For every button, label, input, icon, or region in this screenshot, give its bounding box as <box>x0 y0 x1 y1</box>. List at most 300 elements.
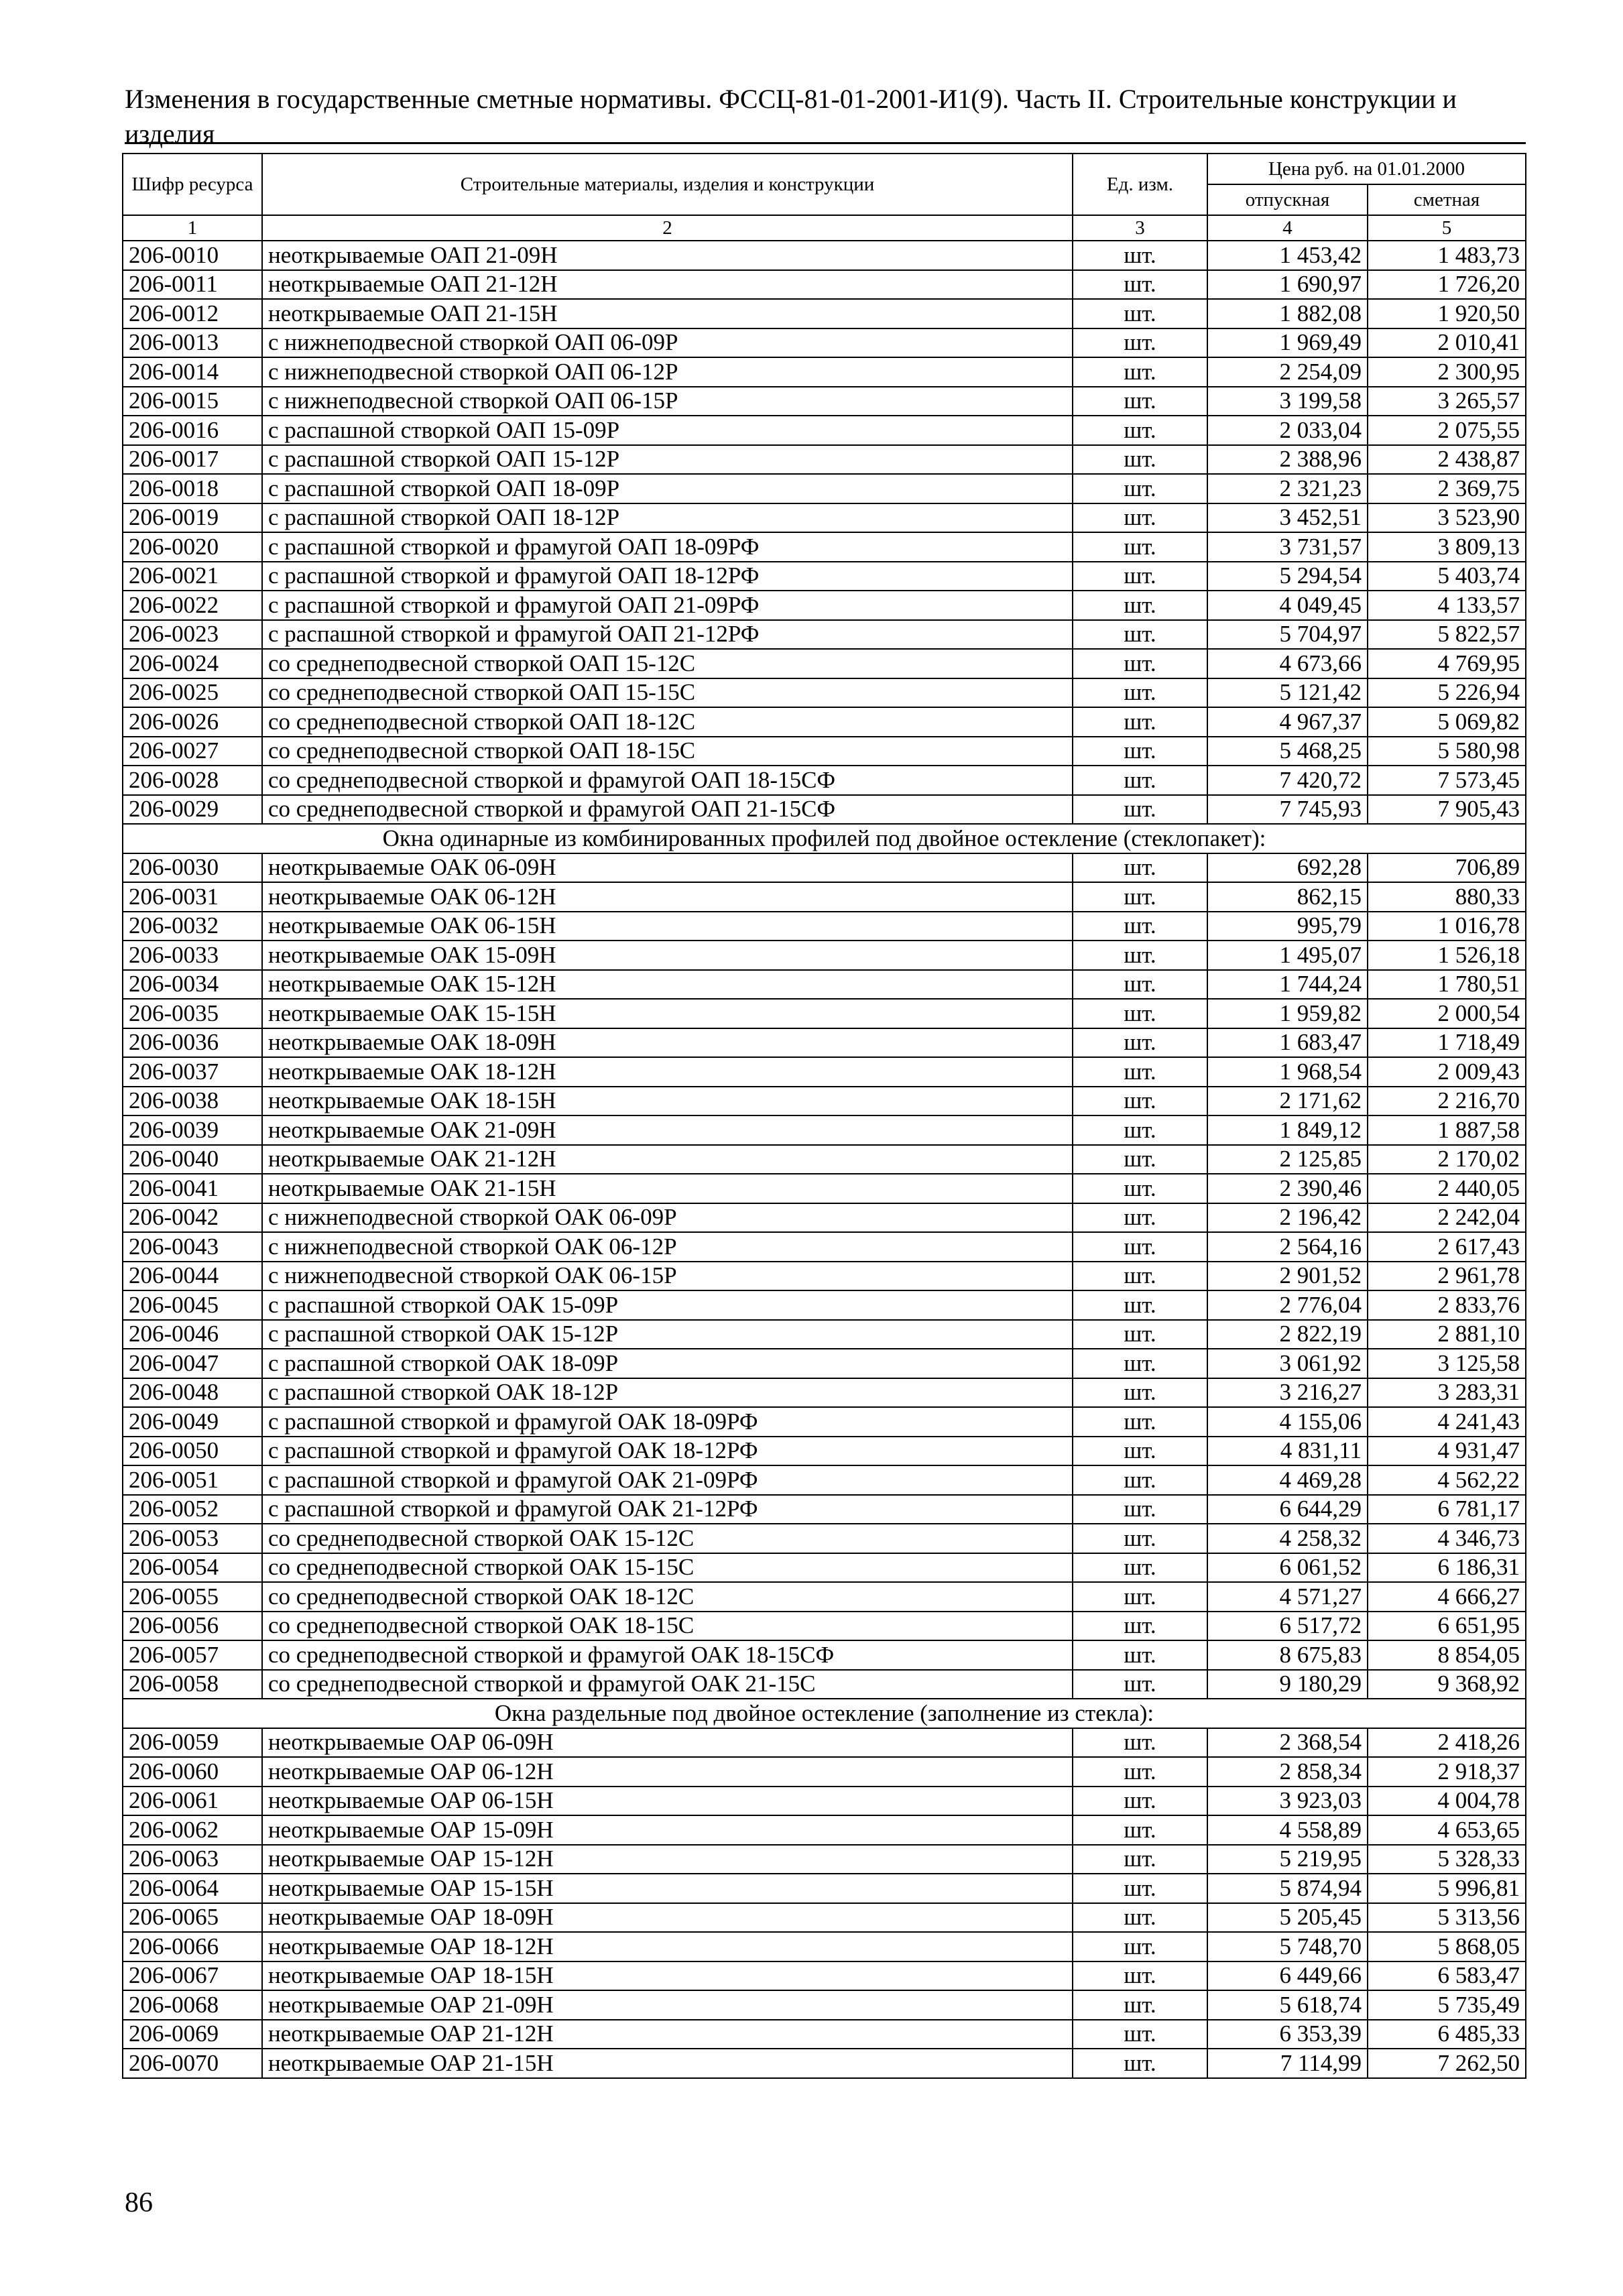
estimate-price: 2 009,43 <box>1368 1057 1526 1087</box>
release-price: 1 453,42 <box>1207 241 1368 270</box>
unit: шт. <box>1073 1932 1207 1961</box>
release-price: 4 831,11 <box>1207 1437 1368 1466</box>
table-row <box>123 591 1526 620</box>
release-price: 1 683,47 <box>1207 1028 1368 1058</box>
release-price: 1 882,08 <box>1207 299 1368 328</box>
table-row <box>123 707 1526 737</box>
release-price: 2 368,54 <box>1207 1728 1368 1758</box>
estimate-price: 2 300,95 <box>1368 357 1526 387</box>
unit: шт. <box>1073 474 1207 503</box>
unit: шт. <box>1073 591 1207 620</box>
column-number: 4 <box>1207 215 1368 241</box>
table-row <box>123 299 1526 328</box>
resource-code: 206-0067 <box>123 1961 262 1991</box>
table-row <box>123 1262 1526 1291</box>
table-row <box>123 1990 1526 2020</box>
unit: шт. <box>1073 678 1207 708</box>
unit: шт. <box>1073 1203 1207 1233</box>
unit: шт. <box>1073 1874 1207 1903</box>
estimate-price: 5 868,05 <box>1368 1932 1526 1961</box>
unit: шт. <box>1073 1495 1207 1524</box>
resource-code: 206-0049 <box>123 1407 262 1437</box>
estimate-price: 706,89 <box>1368 853 1526 883</box>
resource-code: 206-0024 <box>123 649 262 678</box>
header-price-group: Цена руб. на 01.01.2000 <box>1207 154 1526 184</box>
resource-code: 206-0055 <box>123 1582 262 1612</box>
unit: шт. <box>1073 2020 1207 2049</box>
resource-code: 206-0020 <box>123 532 262 562</box>
resource-code: 206-0019 <box>123 503 262 533</box>
material-name: со среднеподвесной створкой и фрамугой ОАП 18-15СФ <box>262 766 1073 795</box>
release-price: 2 125,85 <box>1207 1145 1368 1174</box>
estimate-price: 2 961,78 <box>1368 1262 1526 1291</box>
material-name: со среднеподвесной створкой ОАП 15-15С <box>262 678 1073 708</box>
table-row <box>123 241 1526 270</box>
table-row <box>123 766 1526 795</box>
release-price: 2 033,04 <box>1207 416 1368 445</box>
resource-code: 206-0054 <box>123 1553 262 1583</box>
release-price: 6 061,52 <box>1207 1553 1368 1583</box>
material-name: неоткрываемые ОАР 18-15Н <box>262 1961 1073 1991</box>
table-row <box>123 1437 1526 1466</box>
material-name: неоткрываемые ОАР 06-15Н <box>262 1787 1073 1816</box>
unit: шт. <box>1073 620 1207 650</box>
release-price: 7 114,99 <box>1207 2049 1368 2078</box>
release-price: 2 254,09 <box>1207 357 1368 387</box>
material-name: с распашной створкой ОАП 18-09Р <box>262 474 1073 503</box>
unit: шт. <box>1073 1845 1207 1874</box>
material-name: с нижнеподвесной створкой ОАК 06-09Р <box>262 1203 1073 1233</box>
estimate-price: 6 186,31 <box>1368 1553 1526 1583</box>
unit: шт. <box>1073 1815 1207 1845</box>
release-price: 3 731,57 <box>1207 532 1368 562</box>
release-price: 6 644,29 <box>1207 1495 1368 1524</box>
material-name: с нижнеподвесной створкой ОАП 06-09Р <box>262 328 1073 358</box>
table-row <box>123 1028 1526 1058</box>
table-row <box>123 1845 1526 1874</box>
unit: шт. <box>1073 941 1207 970</box>
unit: шт. <box>1073 1465 1207 1495</box>
estimate-price: 2 369,75 <box>1368 474 1526 503</box>
material-name: со среднеподвесной створкой ОАК 15-12С <box>262 1524 1073 1553</box>
table-row <box>123 941 1526 970</box>
release-price: 2 390,46 <box>1207 1174 1368 1203</box>
estimate-price: 2 242,04 <box>1368 1203 1526 1233</box>
resource-code: 206-0012 <box>123 299 262 328</box>
release-price: 2 776,04 <box>1207 1290 1368 1320</box>
resource-code: 206-0017 <box>123 445 262 475</box>
unit: шт. <box>1073 241 1207 270</box>
resource-code: 206-0036 <box>123 1028 262 1058</box>
title-rule <box>125 142 1526 144</box>
release-price: 3 452,51 <box>1207 503 1368 533</box>
release-price: 862,15 <box>1207 882 1368 912</box>
release-price: 1 969,49 <box>1207 328 1368 358</box>
release-price: 3 061,92 <box>1207 1349 1368 1378</box>
unit: шт. <box>1073 970 1207 1000</box>
unit: шт. <box>1073 795 1207 825</box>
release-price: 4 049,45 <box>1207 591 1368 620</box>
release-price: 1 959,82 <box>1207 999 1368 1028</box>
table-row <box>123 1203 1526 1233</box>
material-name: неоткрываемые ОАК 21-15Н <box>262 1174 1073 1203</box>
unit: шт. <box>1073 1640 1207 1670</box>
material-name: неоткрываемые ОАР 15-12Н <box>262 1845 1073 1874</box>
release-price: 1 690,97 <box>1207 270 1368 300</box>
unit: шт. <box>1073 328 1207 358</box>
table-row <box>123 737 1526 766</box>
estimate-price: 2 418,26 <box>1368 1728 1526 1758</box>
release-price: 3 923,03 <box>1207 1787 1368 1816</box>
unit: шт. <box>1073 562 1207 591</box>
material-name: с распашной створкой и фрамугой ОАП 21-09РФ <box>262 591 1073 620</box>
unit: шт. <box>1073 299 1207 328</box>
material-name: неоткрываемые ОАК 21-09Н <box>262 1115 1073 1145</box>
table-row <box>123 1582 1526 1612</box>
unit: шт. <box>1073 445 1207 475</box>
unit: шт. <box>1073 766 1207 795</box>
table-row <box>123 416 1526 445</box>
table-row <box>123 1640 1526 1670</box>
material-name: неоткрываемые ОАР 18-09Н <box>262 1903 1073 1933</box>
estimate-price: 2 918,37 <box>1368 1757 1526 1787</box>
resource-code: 206-0045 <box>123 1290 262 1320</box>
release-price: 8 675,83 <box>1207 1640 1368 1670</box>
resource-code: 206-0026 <box>123 707 262 737</box>
unit: шт. <box>1073 1290 1207 1320</box>
estimate-price: 2 010,41 <box>1368 328 1526 358</box>
estimate-price: 1 016,78 <box>1368 912 1526 941</box>
estimate-price: 1 718,49 <box>1368 1028 1526 1058</box>
release-price: 5 874,94 <box>1207 1874 1368 1903</box>
unit: шт. <box>1073 270 1207 300</box>
resource-code: 206-0057 <box>123 1640 262 1670</box>
unit: шт. <box>1073 707 1207 737</box>
header-unit: Ед. изм. <box>1073 154 1207 215</box>
estimate-price: 6 651,95 <box>1368 1612 1526 1641</box>
unit: шт. <box>1073 1349 1207 1378</box>
estimate-price: 5 822,57 <box>1368 620 1526 650</box>
material-name: с распашной створкой и фрамугой ОАК 21-12РФ <box>262 1495 1073 1524</box>
material-name: с распашной створкой ОАП 15-09Р <box>262 416 1073 445</box>
resource-code: 206-0033 <box>123 941 262 970</box>
material-name: с нижнеподвесной створкой ОАК 06-15Р <box>262 1262 1073 1291</box>
release-price: 5 205,45 <box>1207 1903 1368 1933</box>
material-name: неоткрываемые ОАР 21-15Н <box>262 2049 1073 2078</box>
release-price: 5 121,42 <box>1207 678 1368 708</box>
estimate-price: 5 226,94 <box>1368 678 1526 708</box>
release-price: 692,28 <box>1207 853 1368 883</box>
unit: шт. <box>1073 503 1207 533</box>
estimate-price: 4 769,95 <box>1368 649 1526 678</box>
column-number: 5 <box>1368 215 1526 241</box>
table-row <box>123 1465 1526 1495</box>
estimate-price: 6 485,33 <box>1368 2020 1526 2049</box>
table-row <box>123 445 1526 475</box>
resource-code: 206-0035 <box>123 999 262 1028</box>
resource-code: 206-0060 <box>123 1757 262 1787</box>
unit: шт. <box>1073 1174 1207 1203</box>
estimate-price: 1 526,18 <box>1368 941 1526 970</box>
document-title: Изменения в государственные сметные нормативы. ФССЦ-81-01-2001-И1(9). Часть II. Строительные конструкции и изделия <box>125 84 1457 149</box>
estimate-price: 2 438,87 <box>1368 445 1526 475</box>
resource-code: 206-0025 <box>123 678 262 708</box>
resource-code: 206-0066 <box>123 1932 262 1961</box>
release-price: 7 745,93 <box>1207 795 1368 825</box>
unit: шт. <box>1073 649 1207 678</box>
estimate-price: 6 583,47 <box>1368 1961 1526 1991</box>
resource-code: 206-0039 <box>123 1115 262 1145</box>
material-name: неоткрываемые ОАП 21-15Н <box>262 299 1073 328</box>
resource-code: 206-0028 <box>123 766 262 795</box>
material-name: с распашной створкой ОАК 15-12Р <box>262 1320 1073 1349</box>
table-row <box>123 1524 1526 1553</box>
estimate-price: 2 881,10 <box>1368 1320 1526 1349</box>
table-row <box>123 1612 1526 1641</box>
estimate-price: 4 653,65 <box>1368 1815 1526 1845</box>
resource-code: 206-0056 <box>123 1612 262 1641</box>
release-price: 4 155,06 <box>1207 1407 1368 1437</box>
material-name: с распашной створкой ОАК 18-12Р <box>262 1378 1073 1408</box>
section-header-row <box>123 1699 1526 1728</box>
resource-code: 206-0052 <box>123 1495 262 1524</box>
estimate-price: 6 781,17 <box>1368 1495 1526 1524</box>
material-name: с нижнеподвесной створкой ОАК 06-12Р <box>262 1232 1073 1262</box>
material-name: неоткрываемые ОАР 21-09Н <box>262 1990 1073 2020</box>
unit: шт. <box>1073 1757 1207 1787</box>
release-price: 6 449,66 <box>1207 1961 1368 1991</box>
release-price: 2 858,34 <box>1207 1757 1368 1787</box>
release-price: 5 704,97 <box>1207 620 1368 650</box>
unit: шт. <box>1073 1990 1207 2020</box>
estimate-price: 5 313,56 <box>1368 1903 1526 1933</box>
material-name: неоткрываемые ОАК 18-12Н <box>262 1057 1073 1087</box>
table-row <box>123 795 1526 825</box>
resource-code: 206-0058 <box>123 1670 262 1699</box>
resource-code: 206-0015 <box>123 387 262 416</box>
release-price: 995,79 <box>1207 912 1368 941</box>
table-body <box>123 241 1526 2078</box>
table-row <box>123 1174 1526 1203</box>
unit: шт. <box>1073 1407 1207 1437</box>
estimate-price: 3 125,58 <box>1368 1349 1526 1378</box>
page-number: 86 <box>125 2187 153 2218</box>
unit: шт. <box>1073 1553 1207 1583</box>
table-row <box>123 1670 1526 1699</box>
table-row <box>123 1320 1526 1349</box>
material-name: с нижнеподвесной створкой ОАП 06-12Р <box>262 357 1073 387</box>
table-row <box>123 678 1526 708</box>
estimate-price: 4 931,47 <box>1368 1437 1526 1466</box>
resource-code: 206-0029 <box>123 795 262 825</box>
unit: шт. <box>1073 1903 1207 1933</box>
release-price: 5 748,70 <box>1207 1932 1368 1961</box>
resource-code: 206-0048 <box>123 1378 262 1408</box>
header-estimate-price: сметная <box>1368 184 1526 215</box>
estimate-price: 1 726,20 <box>1368 270 1526 300</box>
estimate-price: 2 617,43 <box>1368 1232 1526 1262</box>
unit: шт. <box>1073 1378 1207 1408</box>
material-name: с распашной створкой и фрамугой ОАК 21-09РФ <box>262 1465 1073 1495</box>
resource-code: 206-0062 <box>123 1815 262 1845</box>
material-name: неоткрываемые ОАР 18-12Н <box>262 1932 1073 1961</box>
release-price: 5 219,95 <box>1207 1845 1368 1874</box>
material-name: неоткрываемые ОАК 15-12Н <box>262 970 1073 1000</box>
estimate-price: 9 368,92 <box>1368 1670 1526 1699</box>
resource-code: 206-0022 <box>123 591 262 620</box>
unit: шт. <box>1073 1582 1207 1612</box>
unit: шт. <box>1073 1115 1207 1145</box>
table-row <box>123 620 1526 650</box>
release-price: 3 199,58 <box>1207 387 1368 416</box>
table-row <box>123 649 1526 678</box>
unit: шт. <box>1073 1787 1207 1816</box>
estimate-price: 5 069,82 <box>1368 707 1526 737</box>
material-name: неоткрываемые ОАК 18-09Н <box>262 1028 1073 1058</box>
resource-code: 206-0053 <box>123 1524 262 1553</box>
unit: шт. <box>1073 387 1207 416</box>
resource-code: 206-0038 <box>123 1087 262 1116</box>
table-row <box>123 1349 1526 1378</box>
resource-code: 206-0034 <box>123 970 262 1000</box>
material-name: со среднеподвесной створкой и фрамугой ОАП 21-15СФ <box>262 795 1073 825</box>
estimate-price: 2 216,70 <box>1368 1087 1526 1116</box>
table-row <box>123 1145 1526 1174</box>
release-price: 3 216,27 <box>1207 1378 1368 1408</box>
unit: шт. <box>1073 1437 1207 1466</box>
estimate-price: 3 283,31 <box>1368 1378 1526 1408</box>
unit: шт. <box>1073 1612 1207 1641</box>
estimate-price: 8 854,05 <box>1368 1640 1526 1670</box>
release-price: 5 468,25 <box>1207 737 1368 766</box>
estimate-price: 880,33 <box>1368 882 1526 912</box>
release-price: 4 967,37 <box>1207 707 1368 737</box>
resource-code: 206-0041 <box>123 1174 262 1203</box>
resource-code: 206-0037 <box>123 1057 262 1087</box>
material-name: неоткрываемые ОАП 21-12Н <box>262 270 1073 300</box>
header-code: Шифр ресурса <box>123 154 262 215</box>
material-name: с нижнеподвесной створкой ОАП 06-15Р <box>262 387 1073 416</box>
material-name: с распашной створкой ОАК 15-09Р <box>262 1290 1073 1320</box>
table-row <box>123 912 1526 941</box>
table-row <box>123 853 1526 883</box>
table-row <box>123 1932 1526 1961</box>
resource-code: 206-0051 <box>123 1465 262 1495</box>
release-price: 4 558,89 <box>1207 1815 1368 1845</box>
material-name: неоткрываемые ОАК 15-15Н <box>262 999 1073 1028</box>
release-price: 9 180,29 <box>1207 1670 1368 1699</box>
table-row <box>123 1728 1526 1758</box>
material-name: с распашной створкой и фрамугой ОАП 18-09РФ <box>262 532 1073 562</box>
material-name: со среднеподвесной створкой ОАК 18-15С <box>262 1612 1073 1641</box>
estimate-price: 4 562,22 <box>1368 1465 1526 1495</box>
unit: шт. <box>1073 2049 1207 2078</box>
unit: шт. <box>1073 1087 1207 1116</box>
material-name: неоткрываемые ОАК 15-09Н <box>262 941 1073 970</box>
column-number: 2 <box>262 215 1073 241</box>
estimate-price: 1 483,73 <box>1368 241 1526 270</box>
resource-code: 206-0040 <box>123 1145 262 1174</box>
resource-code: 206-0047 <box>123 1349 262 1378</box>
table-row <box>123 1087 1526 1116</box>
unit: шт. <box>1073 1524 1207 1553</box>
resource-code: 206-0065 <box>123 1903 262 1933</box>
table-row <box>123 562 1526 591</box>
unit: шт. <box>1073 882 1207 912</box>
estimate-price: 4 666,27 <box>1368 1582 1526 1612</box>
table-row <box>123 1961 1526 1991</box>
resource-code: 206-0069 <box>123 2020 262 2049</box>
unit: шт. <box>1073 357 1207 387</box>
table-row <box>123 1903 1526 1933</box>
estimate-price: 1 780,51 <box>1368 970 1526 1000</box>
table-row <box>123 270 1526 300</box>
section-title: Окна одинарные из комбинированных профилей под двойное остекление (стеклопакет): <box>123 824 1526 853</box>
release-price: 2 196,42 <box>1207 1203 1368 1233</box>
release-price: 1 495,07 <box>1207 941 1368 970</box>
material-name: неоткрываемые ОАР 15-15Н <box>262 1874 1073 1903</box>
material-name: со среднеподвесной створкой ОАК 18-12С <box>262 1582 1073 1612</box>
release-price: 4 469,28 <box>1207 1465 1368 1495</box>
release-price: 2 321,23 <box>1207 474 1368 503</box>
resource-code: 206-0046 <box>123 1320 262 1349</box>
header-name: Строительные материалы, изделия и конструкции <box>262 154 1073 215</box>
estimate-price: 7 573,45 <box>1368 766 1526 795</box>
estimate-price: 4 004,78 <box>1368 1787 1526 1816</box>
table-row <box>123 1787 1526 1816</box>
material-name: неоткрываемые ОАР 06-09Н <box>262 1728 1073 1758</box>
estimate-price: 4 346,73 <box>1368 1524 1526 1553</box>
unit: шт. <box>1073 1145 1207 1174</box>
material-name: неоткрываемые ОАП 21-09Н <box>262 241 1073 270</box>
material-name: неоткрываемые ОАР 21-12Н <box>262 2020 1073 2049</box>
material-name: неоткрываемые ОАК 06-12Н <box>262 882 1073 912</box>
material-name: со среднеподвесной створкой ОАП 15-12С <box>262 649 1073 678</box>
unit: шт. <box>1073 1961 1207 1991</box>
release-price: 4 673,66 <box>1207 649 1368 678</box>
table-row <box>123 1495 1526 1524</box>
material-name: с распашной створкой ОАК 18-09Р <box>262 1349 1073 1378</box>
material-name: неоткрываемые ОАК 21-12Н <box>262 1145 1073 1174</box>
table-row <box>123 474 1526 503</box>
resource-code: 206-0018 <box>123 474 262 503</box>
unit: шт. <box>1073 1262 1207 1291</box>
section-header-row <box>123 824 1526 853</box>
material-name: со среднеподвесной створкой ОАК 15-15С <box>262 1553 1073 1583</box>
estimate-price: 5 580,98 <box>1368 737 1526 766</box>
material-name: с распашной створкой и фрамугой ОАК 18-09РФ <box>262 1407 1073 1437</box>
table-row <box>123 999 1526 1028</box>
unit: шт. <box>1073 1670 1207 1699</box>
table-row <box>123 2020 1526 2049</box>
resource-code: 206-0043 <box>123 1232 262 1262</box>
release-price: 1 744,24 <box>1207 970 1368 1000</box>
unit: шт. <box>1073 416 1207 445</box>
estimate-price: 5 996,81 <box>1368 1874 1526 1903</box>
table-row <box>123 1232 1526 1262</box>
resource-code: 206-0064 <box>123 1874 262 1903</box>
material-name: неоткрываемые ОАК 06-09Н <box>262 853 1073 883</box>
table-row <box>123 1553 1526 1583</box>
estimate-price: 5 328,33 <box>1368 1845 1526 1874</box>
estimate-price: 5 735,49 <box>1368 1990 1526 2020</box>
section-title: Окна раздельные под двойное остекление (заполнение из стекла): <box>123 1699 1526 1728</box>
table-row <box>123 1407 1526 1437</box>
resource-code: 206-0031 <box>123 882 262 912</box>
table-row <box>123 532 1526 562</box>
table-row <box>123 1874 1526 1903</box>
resource-code: 206-0070 <box>123 2049 262 2078</box>
